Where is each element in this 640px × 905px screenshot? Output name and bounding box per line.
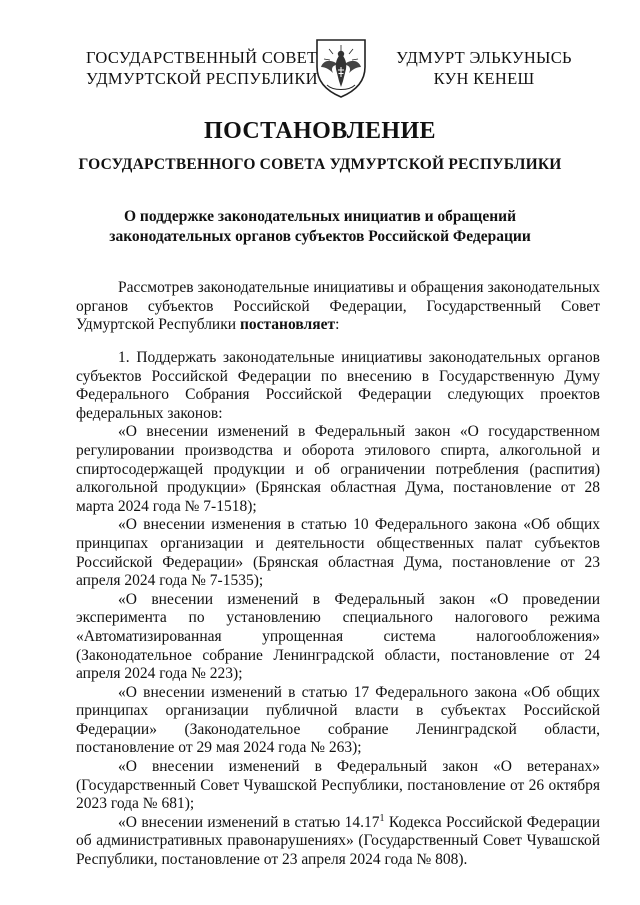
header-left-line2: УДМУРТСКОЙ РЕСПУБЛИКИ [86,69,318,88]
bill-5: «О внесении изменений в Федеральный закон «О ветеранах» (Государственный Совет Чувашской Республики, постановление от 26 октября 2023 года № 681); [76,758,600,813]
header-right [390,47,578,89]
header-right-line2: КУН КЕНЕШ [433,69,535,88]
header-right-line1: УДМУРТ ЭЛЬКУНЫСЬ [396,48,572,67]
bill-2: «О внесении изменения в статью 10 Федерального закона «Об общих принципах организации и деятельности общественных палат субъектов Российской Федерации» (Брянская областная Дума, постановление от 23 апреля 2024 года № 7-1535); [76,516,600,590]
resolution-list [76,349,600,870]
document-title: ПОСТАНОВЛЕНИЕ [204,118,436,144]
intro-paragraph [76,279,600,335]
heading-line1: О поддержке законодательных инициатив и обращений [123,208,517,225]
bill-1: «О внесении изменений в Федеральный закон «О государственном регулировании производства и оборота этилового спирта, алкогольной и спиртосодержащей продукции и об ограничении потребления (распития) алкогольной продукции» (Брянская областная Дума, постановление от 28 марта 2024 года № 7-1518); [76,423,600,515]
bill-6-superscript: 1 [379,812,385,824]
item-1: 1. Поддержать законодательные инициативы законодательных органов субъектов Российской Федерации по внесению в Государственную Думу Федерального Собрания Российской Федерации следующих проектов федеральных законов: [76,349,600,422]
bill-6-after: Кодекса Российской Федерации об административных правонарушениях» (Государственный Совет Чувашской Республики, постановление от 23 апреля 2024 года № 808). [76,813,600,869]
header-left [86,47,318,89]
heading-line2: законодательных органов субъектов Российской Федерации [109,228,531,245]
intro-bold-verb: постановляет [239,316,336,334]
intro-tail: : [335,316,340,334]
header-left-line1: ГОСУДАРСТВЕННЫЙ СОВЕТ [86,48,318,67]
document-heading [0,207,640,247]
bill-3: «О внесении изменений в Федеральный закон «О проведении эксперимента по установлению специального налогового режима «Автоматизированная упрощенная система налогообложения» (Законодательное собрание Ленинградской области, постановление от 24 апреля 2024 года № 223); [76,590,600,683]
udmurt-coat-of-arms-icon [313,37,369,99]
intro-text: Рассмотрев законодательные инициативы и обращения законодательных органов субъектов Российской Федерации, Государственный Совет Удмуртской Республики [76,279,600,334]
document-subtitle: ГОСУДАРСТВЕННОГО СОВЕТА УДМУРТСКОЙ РЕСПУБЛИКИ [78,156,562,173]
bill-6-before: «О внесении изменений в статью 14.17 [118,813,380,831]
bill-4: «О внесении изменений в статью 17 Федерального закона «Об общих принципах организации публичной власти в субъектах Российской Федерации» (Законодательное собрание Ленинградской области, постановление от 29 мая 2024 года № 263); [76,683,600,757]
bill-6 [76,814,600,870]
